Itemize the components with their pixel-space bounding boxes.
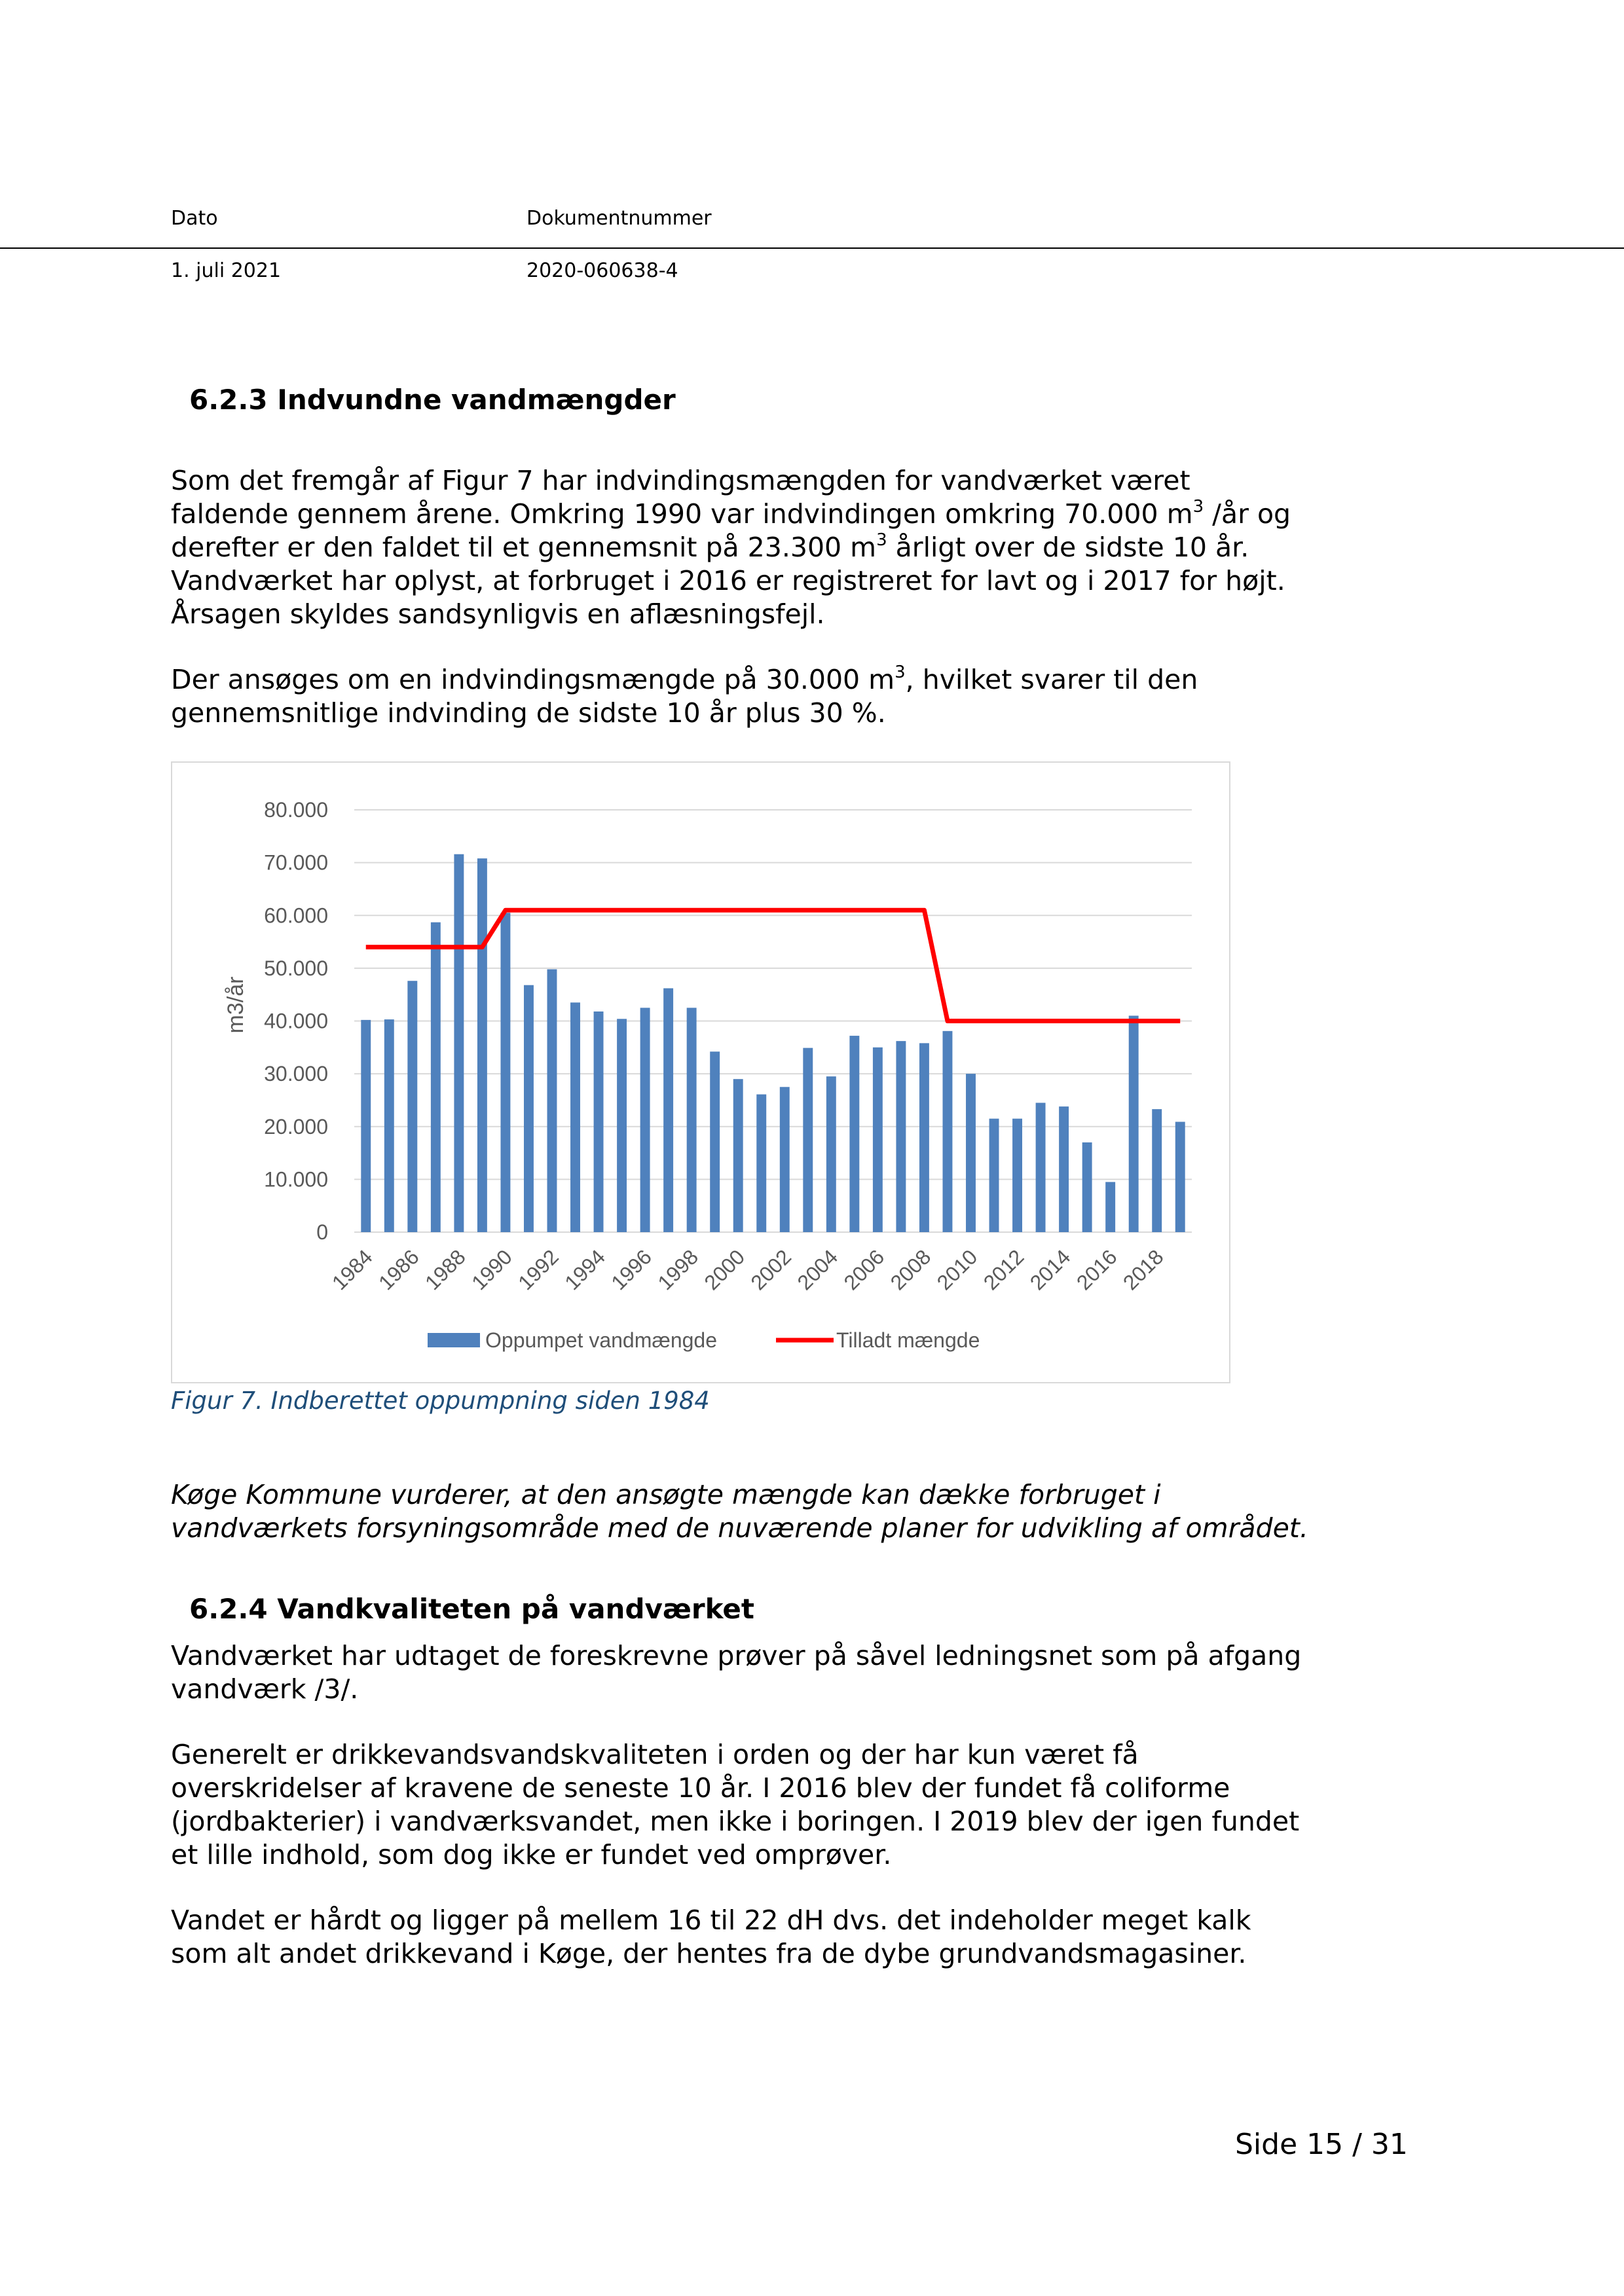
text-line: som alt andet drikkevand i Køge, der hentes fra de dybe grundvandsmagasiner. — [171, 1938, 1247, 1969]
x-tick-label: 2018 — [1118, 1245, 1168, 1295]
y-tick-label: 60.000 — [264, 903, 328, 928]
chart-figure-7 — [171, 761, 1230, 1383]
bar-2004 — [826, 1076, 836, 1232]
paragraph-ansoegning — [171, 663, 1415, 730]
x-tick-label: 2002 — [746, 1245, 796, 1295]
text-line — [171, 498, 1415, 531]
bar-2005 — [849, 1036, 859, 1232]
text-line — [171, 663, 1415, 697]
x-tick-label: 2014 — [1025, 1245, 1075, 1295]
bar-2011 — [989, 1119, 999, 1232]
y-tick-label: 80.000 — [264, 798, 328, 822]
x-tick-label: 2010 — [932, 1245, 982, 1295]
xtick-layer — [327, 1245, 1168, 1294]
text-span: , hvilket svarer til den — [905, 664, 1198, 695]
bar-2019 — [1175, 1121, 1185, 1232]
header-divider — [0, 247, 1624, 249]
bar-1993 — [570, 1002, 580, 1232]
header-docnum-label: Dokumentnummer — [526, 207, 712, 230]
y-tick-label: 40.000 — [264, 1009, 328, 1033]
text-line: Vandværket har udtaget de foreskrevne prøver på såvel ledningsnet som på afgang — [171, 1640, 1302, 1671]
bar-1989 — [477, 858, 487, 1232]
bar-2006 — [873, 1048, 883, 1232]
x-tick-label: 1992 — [513, 1245, 563, 1295]
section-heading-6-2-4: 6.2.4 Vandkvaliteten på vandværket — [189, 1593, 754, 1625]
y-tick-label: 50.000 — [264, 956, 328, 980]
x-tick-label: 1996 — [606, 1245, 657, 1295]
bar-1999 — [710, 1051, 720, 1232]
x-tick-label: 2012 — [978, 1245, 1029, 1295]
superscript: 3 — [876, 530, 887, 551]
text-line: Årsagen skyldes sandsynligvis en aflæsningsfejl. — [171, 598, 825, 630]
text-line: vandværkets forsyningsområde med de nuværende planer for udvikling af området. — [171, 1512, 1308, 1544]
paragraph-indvinding — [171, 464, 1415, 631]
bar-2008 — [919, 1043, 929, 1232]
bar-1995 — [617, 1019, 627, 1232]
x-tick-label: 1994 — [560, 1245, 610, 1295]
ytick-layer — [264, 798, 328, 1244]
bar-2015 — [1082, 1142, 1092, 1232]
bar-1994 — [594, 1011, 604, 1232]
y-tick-label: 70.000 — [264, 850, 328, 875]
bar-1992 — [547, 969, 557, 1232]
text-line — [171, 531, 1415, 564]
x-tick-label: 2006 — [839, 1245, 889, 1295]
header-date-value: 1. juli 2021 — [171, 259, 282, 282]
text-line: Vandet er hårdt og ligger på mellem 16 til 22 dH dvs. det indeholder meget kalk — [171, 1904, 1251, 1936]
text-span: /år og — [1204, 498, 1291, 530]
bar-1997 — [663, 989, 673, 1232]
header-date-label: Dato — [171, 207, 218, 230]
paragraph-haardhed — [171, 1904, 1415, 1971]
x-tick-label: 1988 — [420, 1245, 470, 1295]
text-line: gennemsnitlige indvinding de sidste 10 år plus 30 %. — [171, 697, 886, 729]
y-tick-label: 0 — [316, 1220, 328, 1244]
x-tick-label: 1986 — [373, 1245, 424, 1295]
paragraph-vurdering — [171, 1478, 1415, 1545]
text-line: et lille indhold, som dog ikke er fundet ved omprøver. — [171, 1839, 892, 1870]
section-heading-6-2-3: 6.2.3 Indvundne vandmængder — [189, 384, 676, 416]
bar-2014 — [1059, 1106, 1069, 1232]
header-docnum-value: 2020-060638-4 — [526, 259, 678, 282]
y-tick-label: 10.000 — [264, 1167, 328, 1192]
bar-2010 — [966, 1074, 976, 1232]
x-tick-label: 2016 — [1071, 1245, 1122, 1295]
text-span: faldende gennem årene. Omkring 1990 var indvindingen omkring 70.000 m — [171, 498, 1193, 530]
legend — [428, 1328, 980, 1352]
text-span: årligt over de sidste 10 år. — [887, 532, 1249, 563]
text-span: derefter er den faldet til et gennemsnit på 23.300 m — [171, 532, 877, 563]
bar-1985 — [384, 1019, 394, 1232]
y-tick-label: 30.000 — [264, 1062, 328, 1086]
x-tick-label: 1990 — [467, 1245, 517, 1295]
y-axis-label: m3/år — [223, 976, 248, 1034]
superscript: 3 — [895, 663, 906, 683]
x-tick-label: 2004 — [792, 1245, 843, 1295]
page-number: Side 15 / 31 — [1235, 2128, 1408, 2161]
bar-1998 — [687, 1008, 697, 1232]
x-tick-label: 2000 — [699, 1245, 750, 1295]
bar-2007 — [896, 1041, 906, 1232]
bar-2001 — [756, 1095, 766, 1232]
text-line: overskridelser af kravene de seneste 10 år. I 2016 blev der fundet få coliforme — [171, 1772, 1230, 1804]
x-tick-label: 1998 — [653, 1245, 703, 1295]
bar-1996 — [640, 1008, 650, 1232]
bar-1984 — [361, 1020, 371, 1232]
bar-2016 — [1105, 1182, 1115, 1232]
y-tick-label: 20.000 — [264, 1114, 328, 1139]
bar-2013 — [1036, 1102, 1046, 1232]
chart-svg — [172, 763, 1229, 1382]
superscript: 3 — [1192, 497, 1204, 517]
bar-1988 — [454, 854, 464, 1232]
bar-1990 — [500, 913, 510, 1232]
line-tilladt-maengde — [366, 910, 1180, 1021]
bar-1986 — [407, 981, 417, 1232]
bar-1987 — [431, 922, 441, 1232]
paragraph-kvalitet — [171, 1738, 1415, 1872]
x-tick-label: 2008 — [885, 1245, 936, 1295]
bar-2012 — [1012, 1119, 1022, 1232]
text-line: Køge Kommune vurderer, at den ansøgte mængde kan dække forbruget i — [171, 1479, 1161, 1510]
bar-2009 — [942, 1031, 952, 1232]
bar-1991 — [524, 985, 534, 1232]
legend-label-bars: Oppumpet vandmængde — [485, 1328, 717, 1352]
bar-2018 — [1152, 1109, 1162, 1232]
text-line: Som det fremgår af Figur 7 har indvindingsmængden for vandværket været — [171, 465, 1190, 496]
text-line: vandværk /3/. — [171, 1673, 359, 1705]
bar-2003 — [803, 1048, 813, 1232]
text-line: (jordbakterier) i vandværksvandet, men ikke i boringen. I 2019 blev der igen fundet — [171, 1806, 1300, 1837]
legend-swatch-bars — [428, 1333, 480, 1347]
text-span: Der ansøges om en indvindingsmængde på 30.000 m — [171, 664, 895, 695]
bar-2002 — [780, 1087, 790, 1232]
x-tick-label: 1984 — [327, 1245, 377, 1295]
line-layer — [366, 910, 1180, 1021]
legend-label-line: Tilladt mængde — [836, 1328, 980, 1352]
bar-2000 — [733, 1079, 743, 1232]
text-line: Vandværket har oplyst, at forbruget i 2016 er registreret for lavt og i 2017 for højt. — [171, 565, 1285, 596]
text-line: Generelt er drikkevandsvandskvaliteten i orden og der har kun været få — [171, 1739, 1139, 1770]
bar-2017 — [1129, 1015, 1139, 1232]
paragraph-proever — [171, 1639, 1415, 1706]
figure-caption: Figur 7. Indberettet oppumpning siden 1984 — [171, 1387, 710, 1415]
